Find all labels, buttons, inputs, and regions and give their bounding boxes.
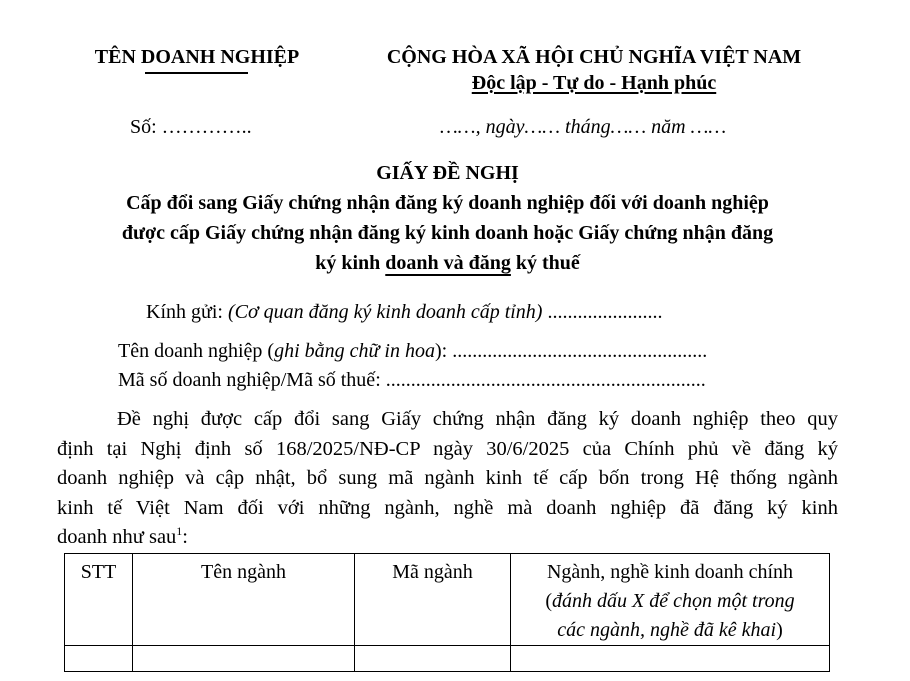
hint-text-2: các ngành, nghề đã kê khai xyxy=(557,619,777,641)
recipient-line xyxy=(146,301,662,324)
header-industry-code: Mã ngành xyxy=(355,554,511,646)
company-name-hint: ghi bằng chữ in hoa xyxy=(274,340,435,362)
paragraph-last-line xyxy=(57,523,838,553)
cell-main-business[interactable] xyxy=(511,646,830,672)
company-name-label: Tên doanh nghiệp ( xyxy=(118,340,275,362)
doc-subtitle-line-3 xyxy=(57,252,838,275)
doc-subtitle-line-1: Cấp đổi sang Giấy chứng nhận đăng ký doanh nghiệp đối với doanh nghiệp xyxy=(126,192,769,214)
date-line[interactable]: ……, ngày…… tháng…… năm …… xyxy=(440,116,727,138)
org-name: TÊN DOANH NGHIỆP xyxy=(94,46,300,68)
subtitle-post: ký thuế xyxy=(510,252,580,274)
header-stt: STT xyxy=(65,554,133,646)
header-main-business xyxy=(511,554,830,646)
national-title: CỘNG HÒA XÃ HỘI CHỦ NGHĨA VIỆT NAM xyxy=(386,46,802,68)
paragraph-last-text: doanh như sau xyxy=(57,526,177,548)
main-business-title: Ngành, nghề kinh doanh chính xyxy=(546,561,794,583)
tax-code-field[interactable]: Mã số doanh nghiệp/Mã số thuế: ................................................................ xyxy=(118,369,706,391)
subtitle-pre: ký kinh xyxy=(315,252,386,274)
paragraph-line: doanh nghiệp và cập nhật, bổ sung mã ngành kinh tế cấp bốn trong Hệ thống ngành xyxy=(57,467,838,489)
motto: Độc lập - Tự do - Hạnh phúc xyxy=(471,72,717,94)
recipient-dots[interactable]: ....................... xyxy=(542,301,663,323)
paragraph-line: Đề nghị được cấp đổi sang Giấy chứng nhận đăng ký doanh nghiệp theo quy xyxy=(117,408,838,430)
footnote-ref[interactable]: 1 xyxy=(176,524,183,539)
motto-wrap xyxy=(360,72,828,95)
org-name-underline xyxy=(145,72,248,74)
cell-industry-code[interactable] xyxy=(355,646,511,672)
paragraph-colon: : xyxy=(182,526,188,548)
paragraph-line: định tại Nghị định số 168/2025/NĐ-CP ngày 30/6/2025 của Chính phủ về đăng ký xyxy=(57,437,838,460)
doc-title: GIẤY ĐỀ NGHỊ xyxy=(376,162,519,184)
company-name-field[interactable] xyxy=(118,340,707,363)
cell-stt[interactable] xyxy=(65,646,133,672)
table-row xyxy=(65,646,830,672)
recipient-value: (Cơ quan đăng ký kinh doanh cấp tỉnh) xyxy=(227,301,543,323)
company-name-dots[interactable]: ): ................................................... xyxy=(434,340,708,362)
doc-subtitle-line-2: được cấp Giấy chứng nhận đăng ký kinh doanh hoặc Giấy chứng nhận đăng xyxy=(121,222,774,244)
hint-paren-open: ( xyxy=(545,590,553,612)
main-business-hint-2 xyxy=(513,616,827,645)
header-industry-name: Tên ngành xyxy=(133,554,355,646)
request-paragraph xyxy=(57,405,838,553)
hint-text-1: đánh dấu X để chọn một trong xyxy=(552,590,795,612)
industry-table xyxy=(64,553,830,672)
hint-paren-close: ) xyxy=(776,619,783,641)
cell-industry-name[interactable] xyxy=(133,646,355,672)
main-business-hint-1 xyxy=(513,587,827,616)
subtitle-underlined: doanh và đăng xyxy=(385,252,511,274)
table-header-row xyxy=(65,554,830,646)
doc-number[interactable]: Số: ………….. xyxy=(130,116,252,138)
recipient-label: Kính gửi: xyxy=(146,301,228,323)
paragraph-line: kinh tế Việt Nam đối với những ngành, nghề mà doanh nghiệp đã đăng ký kinh xyxy=(57,496,838,519)
